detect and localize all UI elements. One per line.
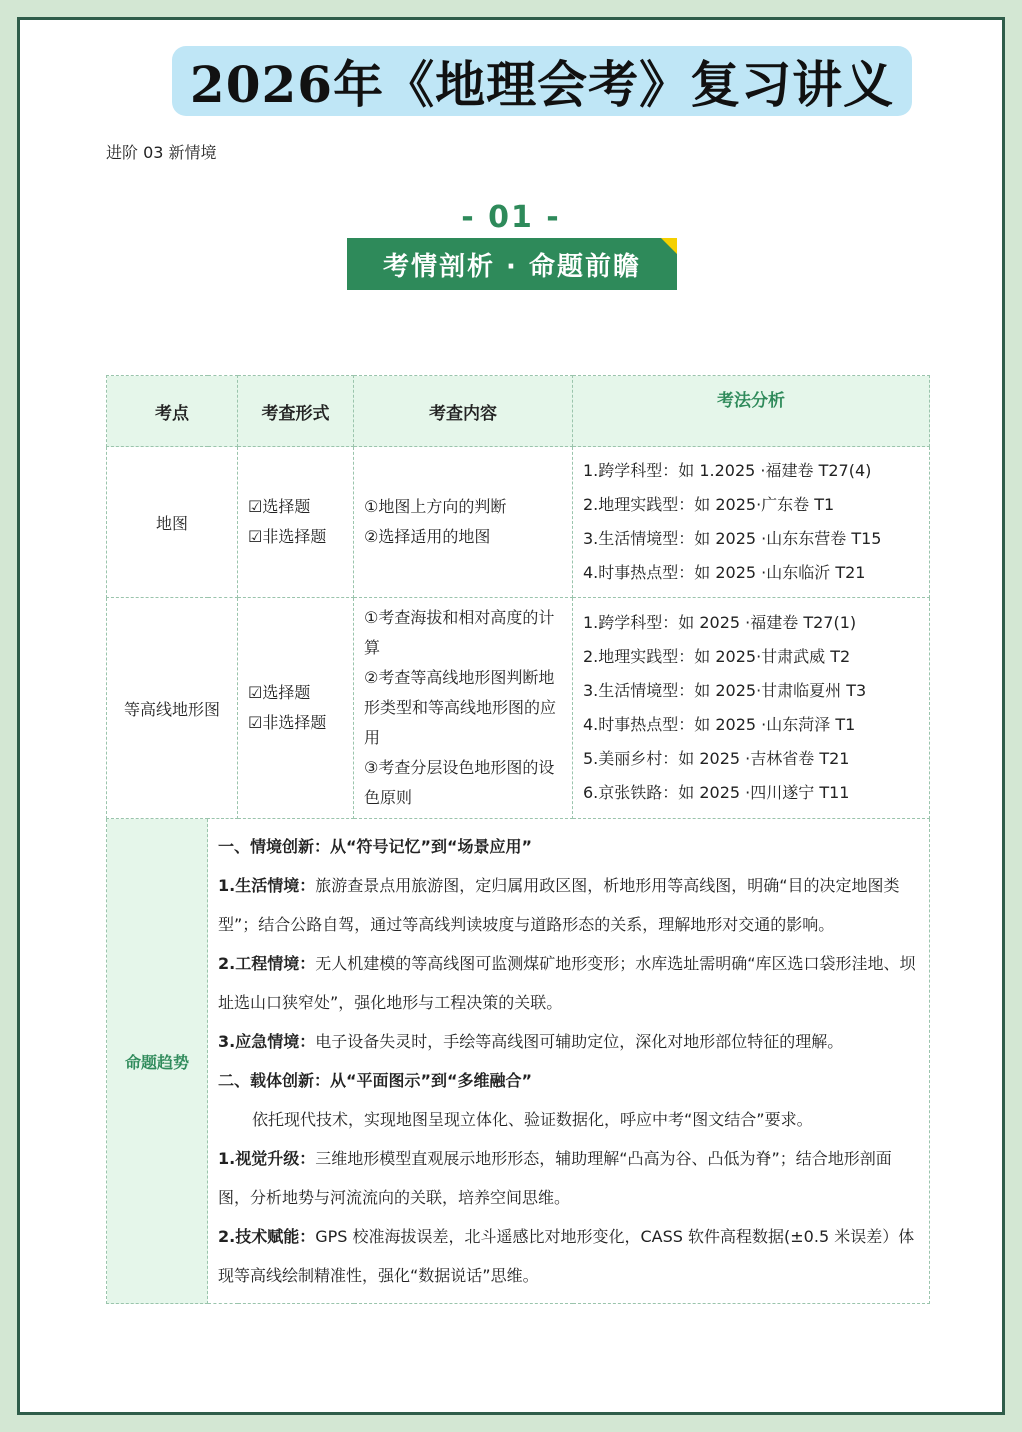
trend-heading-2: 二、载体创新：从“平面图示”到“多维融合”: [218, 1071, 533, 1090]
analysis-item: 4.时事热点型：如 2025 ·山东临沂 T21: [583, 563, 866, 582]
content-item: ①地图上方向的判断: [364, 497, 507, 516]
analysis-item: 5.美丽乡村：如 2025 ·吉林省卷 T21: [583, 749, 850, 768]
table-row: [107, 598, 930, 819]
content-item: ③考查分层设色地形图的设色原则: [364, 758, 555, 807]
analysis-item: 3.生活情境型：如 2025 ·山东东营卷 T15: [583, 529, 882, 548]
content-cell: [354, 447, 573, 598]
trend-content: [208, 819, 930, 1304]
analysis-item: 3.生活情境型：如 2025·甘肃临夏州 T3: [583, 681, 867, 700]
analysis-cell: [573, 598, 930, 819]
table-header-row: [107, 376, 930, 447]
form-item: ☑非选择题: [248, 527, 327, 546]
trend-paragraph: 1.视觉升级：三维地形模型直观展示地形形态，辅助理解“凸高为谷、凸低为脊”；结合地形剖面图，分析地势与河流流向的关联，培养空间思维。: [218, 1149, 892, 1207]
analysis-item: 1.跨学科型：如 2025 ·福建卷 T27(1): [583, 613, 857, 632]
form-cell: [238, 598, 354, 819]
trend-heading-1: 一、情境创新：从“符号记忆”到“场景应用”: [218, 837, 533, 856]
trend-paragraph: 2.技术赋能：GPS 校准海拔误差，北斗遥感比对地形变化，CASS 软件高程数据(±0.5 米误差）体现等高线绘制精准性，强化“数据说话”思维。: [218, 1227, 915, 1285]
content-item: ②考查等高线地形图判断地形类型和等高线地形图的应用: [364, 668, 557, 747]
trend-paragraph: 3.应急情境：电子设备失灵时，手绘等高线图可辅助定位，深化对地形部位特征的理解。: [218, 1032, 844, 1051]
analysis-item: 6.京张铁路：如 2025 ·四川遂宁 T11: [583, 783, 850, 802]
section-number: - 01 -: [461, 200, 561, 235]
trend-label: 命题趋势: [107, 819, 208, 1304]
header-content: 考查内容: [354, 376, 573, 447]
form-cell: [238, 447, 354, 598]
form-item: ☑非选择题: [248, 713, 327, 732]
analysis-cell: [573, 447, 930, 598]
table-row: [107, 447, 930, 598]
document-page: [17, 17, 1005, 1415]
header-topic: 考点: [107, 376, 238, 447]
topic-cell: 地图: [107, 447, 238, 598]
content-cell: [354, 598, 573, 819]
header-analysis: 考法分析: [573, 376, 930, 447]
header-form: 考查形式: [238, 376, 354, 447]
banner-corner-decoration: [661, 238, 677, 254]
exam-analysis-table: [106, 375, 930, 1304]
section-title: 考情剖析 · 命题前瞻: [383, 251, 641, 282]
form-item: ☑选择题: [248, 497, 311, 516]
analysis-item: 2.地理实践型：如 2025·广东卷 T1: [583, 495, 835, 514]
topic-cell: 等高线地形图: [107, 598, 238, 819]
trend-intro: 依托现代技术，实现地图呈现立体化、验证数据化，呼应中考“图文结合”要求。: [252, 1110, 813, 1129]
subtitle: 进阶 03 新情境: [106, 143, 217, 162]
content-item: ②选择适用的地图: [364, 527, 491, 546]
analysis-item: 1.跨学科型：如 1.2025 ·福建卷 T27(4): [583, 461, 872, 480]
trend-paragraph: 2.工程情境：无人机建模的等高线图可监测煤矿地形变形；水库选址需明确“库区选口袋形洼地、坝址选山口狭窄处”，强化地形与工程决策的关联。: [218, 954, 916, 1012]
title-banner: [172, 46, 912, 116]
form-item: ☑选择题: [248, 683, 311, 702]
content-item: ①考查海拔和相对高度的计算: [364, 608, 555, 657]
trend-paragraph: 1.生活情境：旅游查景点用旅游图，定归属用政区图，析地形用等高线图，明确“目的决定地图类型”；结合公路自驾，通过等高线判读坡度与道路形态的关系，理解地形对交通的影响。: [218, 876, 900, 934]
analysis-item: 4.时事热点型：如 2025 ·山东菏泽 T1: [583, 715, 856, 734]
section-banner: [347, 238, 677, 290]
trend-row: [107, 819, 930, 1304]
analysis-item: 2.地理实践型：如 2025·甘肃武威 T2: [583, 647, 851, 666]
page-title: 2026年《地理会考》复习讲义: [189, 55, 895, 114]
